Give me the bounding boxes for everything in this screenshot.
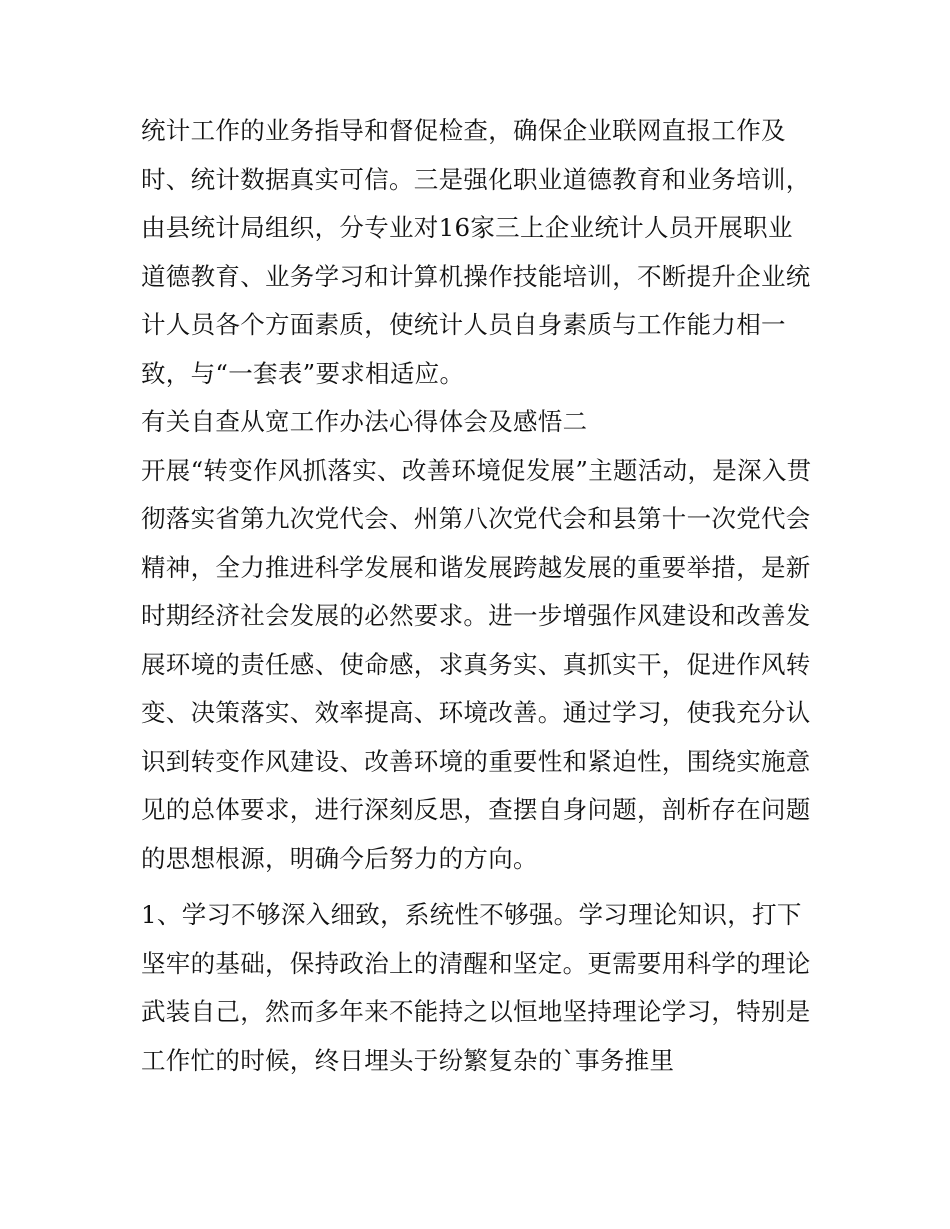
paragraph-intro: 开展“转变作风抓落实、改善环境促发展”主题活动，是深入贯 彻落实省第九次党代会、州第八次党代会和县第十一次党代会 精神，全力推进科学发展和谐发展跨越发展的重要举措，是新 时期经济社会发展的必然要求。进一步增强作风建设和改善发 展环境的责任感、使命感，求真务实、真抓实干，促进作风转 变、决策落实、效率提高、环境改善。通过学习，使我充分认 识到转变作风建设、改善环境的重要性和紧迫性，围绕实施意 见的总体要求，进行深刻反思，查摆自身问题，剖析存在问题 的思想根源，明确今后努力的方向。	[141, 455, 812, 873]
paragraph-point-1: 1、学习不够深入细致，系统性不够强。学习理论知识，打下 坚牢的基础，保持政治上的清醒和坚定。更需要用科学的理论 武装自己，然而多年来不能持之以恒地坚持理论学习，特别是 工作忙的时候，终日埋头于纷繁复杂的`事务推里	[141, 900, 811, 1075]
paragraph-continuation: 统计工作的业务指导和督促检查，确保企业联网直报工作及 时、统计数据真实可信。三是强化职业道德教育和业务培训， 由县统计局组织，分专业对16家三上企业统计人员开展职业 道德教育、业务学习和计算机操作技能培训，不断提升企业统 计人员各个方面素质，使统计人员自身素质与工作能力相一 致，与“一套表”要求相适应。	[141, 116, 811, 388]
section-heading: 有关自查从宽工作办法心得体会及感悟二	[141, 407, 588, 436]
document-body	[141, 107, 813, 1085]
